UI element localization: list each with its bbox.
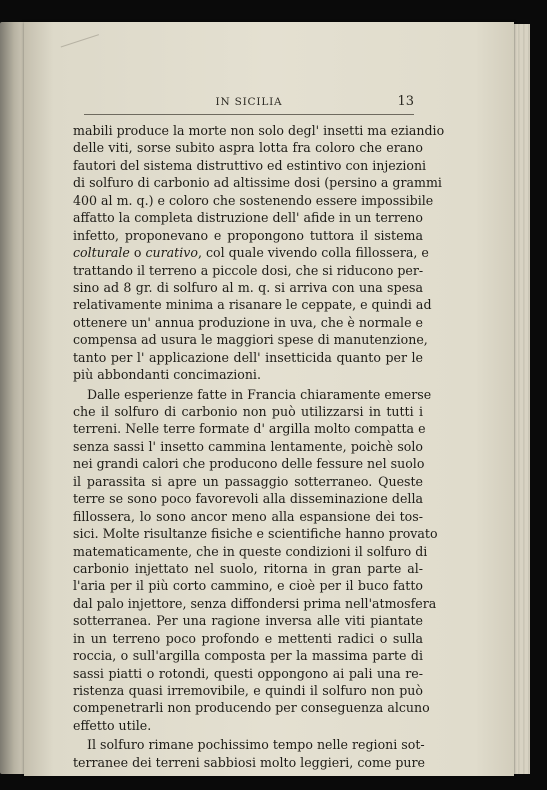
text-line: più abbondanti concimazioni. — [73, 367, 261, 383]
page-number: 13 — [397, 94, 414, 109]
text-line: terreni. Nelle terre formate d' argilla molto compatta e — [73, 421, 426, 437]
text-line: l'aria per il più corto cammino, e cioè per il buco fatto — [73, 578, 423, 594]
text-line: fillossera, lo sono ancor meno alla espansione dei tos- — [73, 508, 423, 524]
text-line: che il solfuro di carbonio non può utilizzarsi in tutti i — [73, 404, 423, 419]
paragraph — [73, 386, 438, 735]
paragraph — [73, 736, 423, 771]
text-line: sino ad 8 gr. di solfuro al m. q. si arriva con una spesa — [73, 279, 423, 295]
text-line: matematicamente, che in queste condizioni il solfuro di — [73, 543, 428, 559]
running-head — [84, 94, 414, 115]
text-line: terre se sono poco favorevoli alla disseminazione della — [73, 491, 423, 507]
text-line: colturale o curativo, col quale vivendo colla fillossera, e — [73, 245, 429, 261]
text-line: delle viti, sorse subito aspra lotta fra coloro che erano — [73, 140, 423, 156]
text-line: relativamente minima a risanare le ceppate, e quindi ad — [73, 297, 432, 313]
text-line: 400 al m. q.) e coloro che sostenendo essere impossibile — [73, 192, 434, 208]
text-line: nei grandi calori che producono delle fessure nel suolo — [73, 456, 425, 472]
body-text — [73, 122, 445, 771]
text-line: ottenere un' annua produzione in uva, che è normale e — [73, 314, 423, 330]
text-line: fautori del sistema distruttivo ed estintivo con injezioni — [73, 157, 427, 173]
text-line: compenetrarli non producendo per conseguenza alcuno — [73, 700, 430, 716]
text-line: di solfuro di carbonio ad altissime dosi (persino a grammi — [73, 175, 442, 191]
text-line: sassi piatti o rotondi, questi oppongono ai pali una re- — [73, 665, 423, 681]
text-line: mabili produce la morte non solo degl' insetti ma eziandio — [73, 123, 445, 138]
text-line: senza sassi l' insetto cammina lentamente, poichè solo — [73, 438, 423, 454]
paragraph — [73, 122, 445, 384]
text-line: tanto per l' applicazione dell' insetticida quanto per le — [73, 349, 423, 365]
text-line: terranee dei terreni sabbiosi molto leggieri, come pure — [73, 754, 425, 770]
text-line: Il solfuro rimane pochissimo tempo nelle regioni sot- — [87, 737, 425, 753]
text-line: affatto la completa distruzione dell' afide in un terreno — [73, 210, 423, 226]
text-line: trattando il terreno a piccole dosi, che si riducono per- — [73, 262, 424, 278]
text-line: ristenza quasi irremovibile, e quindi il solfuro non può — [73, 683, 423, 698]
text-line: compensa ad usura le maggiori spese di manutenzione, — [73, 332, 428, 348]
facing-page-edge — [0, 22, 26, 774]
text-line: in un terreno poco profondo e mettenti radici o sulla — [73, 630, 423, 646]
book-page — [24, 22, 514, 776]
text-line: roccia, o sull'argilla composta per la massima parte di — [73, 648, 423, 664]
page-crease — [61, 34, 104, 61]
text-line: carbonio injettato nel suolo, ritorna in gran parte al- — [73, 560, 423, 576]
text-line: infetto, proponevano e propongono tuttora il sistema — [73, 227, 423, 243]
text-line: dal palo injettore, senza diffondersi prima nell'atmosfera — [73, 595, 437, 611]
running-head-title: IN SICILIA — [215, 96, 283, 108]
text-line: sotterranea. Per una ragione inversa alle viti piantate — [73, 613, 423, 629]
text-line: il parassita si apre un passaggio sotterraneo. Queste — [73, 473, 423, 489]
text-line: sici. Molte risultanze fisiche e scientifiche hanno provato — [73, 526, 438, 542]
text-line: Dalle esperienze fatte in Francia chiaramente emerse — [87, 386, 432, 402]
text-line: effetto utile. — [73, 717, 152, 733]
